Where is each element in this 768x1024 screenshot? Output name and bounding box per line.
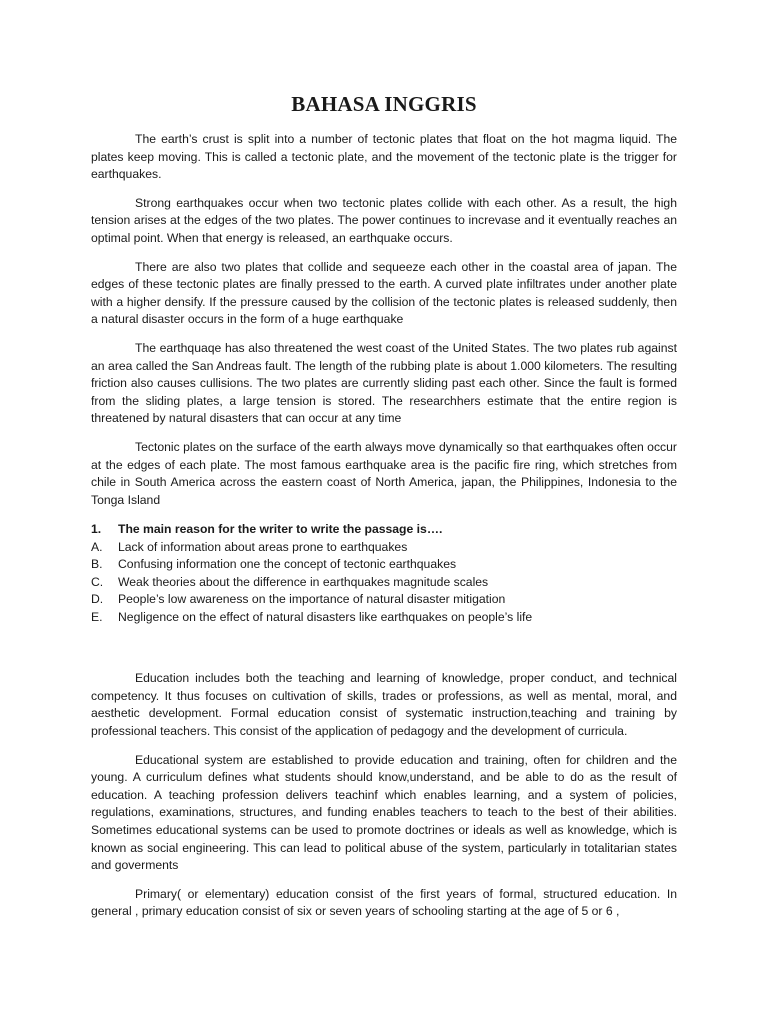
passage1-paragraph-1: The earth’s crust is split into a number of tectonic plates that float on the hot magma liquid. The plates keep moving. This is called a tectonic plate, and the movement of the tectonic plate is the trigger for earthquakes. bbox=[91, 132, 677, 182]
passage1-paragraph-2: Strong earthquakes occur when two tectonic plates collide with each other. As a result, the high tension arises at the edges of the two plates. The power continues to increvase and it eventually reaches an optimal point. When that energy is released, an earthquake occurs. bbox=[91, 195, 677, 245]
option-d bbox=[91, 591, 677, 609]
passage1-paragraph-5: Tectonic plates on the surface of the earth always move dynamically so that earthquakes often occur at the edges of each plate. The most famous earthquake area is the pacific fire ring, which stretches from chile in South America across the eastern coast of North America, japan, the Philippines, Indonesia to the Tonga Island bbox=[91, 439, 677, 507]
option-letter: B. bbox=[91, 557, 103, 572]
passage2-paragraph-3: Primary( or elementary) education consist of the first years of formal, structured education. In general , primary education consist of six or seven years of schooling starting at the age of 5 or 6 , bbox=[91, 886, 677, 919]
section-gap bbox=[91, 626, 677, 670]
option-letter: D. bbox=[91, 592, 104, 607]
page-title: BAHASA INGGRIS bbox=[291, 92, 477, 116]
option-letter: A. bbox=[91, 539, 103, 554]
passage1-paragraph-4: The earthquaqe has also threatened the west coast of the United States. The two plates rub against an area called the San Andreas fault. The length of the rubbing plate is about 1.000 kilometers. The resulting friction also causes cullisions. The two plates are currently sliding past each other. Since the fault is formed from the sliding plates, a large tension is stored. The researchhers estimate that the entire region is threatened by natural disasters that can occur at any time bbox=[91, 340, 677, 426]
question-1 bbox=[91, 521, 677, 626]
option-e bbox=[91, 609, 677, 627]
option-a bbox=[91, 539, 677, 557]
option-b bbox=[91, 556, 677, 574]
option-c bbox=[91, 574, 677, 592]
question-1-stem bbox=[91, 521, 677, 539]
document-page bbox=[91, 92, 677, 932]
option-text: Confusing information one the concept of tectonic earthquakes bbox=[118, 557, 457, 572]
passage2-paragraph-1: Education includes both the teaching and learning of knowledge, proper conduct, and technical competency. It thus focuses on cultivation of skills, trades or professions, as well as mental, moral, and aesthetic development. Formal education consist of systematic instruction,teaching and training by professional teachers. This consist of the application of pedagogy and the development of curricula. bbox=[91, 671, 677, 739]
question-number: 1. bbox=[91, 522, 102, 537]
option-letter: E. bbox=[91, 609, 103, 624]
option-text: Weak theories about the difference in earthquakes magnitude scales bbox=[118, 574, 489, 589]
option-text: Negligence on the effect of natural disasters like earthquakes on people’s life bbox=[118, 609, 533, 624]
passage1-paragraph-3: There are also two plates that collide and sequeeze each other in the coastal area of japan. The edges of these tectonic plates are finally pressed to the earth. A curved plate infiltrates under another plate with a higher densify. If the pressure caused by the collision of the tectonic plates is released suddenly, then a natural disaster occurs in the form of a huge earthquake bbox=[91, 259, 677, 327]
passage2-paragraph-2: Educational system are established to provide education and training, often for children and the young. A curriculum defines what students should know,understand, and be able to do as the result of education. A teaching profession delivers teachinf which enables learning, and a system of policies, regulations, examinations, structures, and funding enables teachers to teach to the best of their abilities. Sometimes educational systems can be used to promote doctrines or ideals as well as knowledge, which is known as social engineering. This can lead to political abuse of the system, particularly in totalitarian states and goverments bbox=[91, 752, 677, 873]
option-text: People’s low awareness on the importance of natural disaster mitigation bbox=[118, 592, 506, 607]
question-stem-text: The main reason for the writer to write the passage is…. bbox=[118, 522, 443, 537]
option-letter: C. bbox=[91, 574, 104, 589]
option-text: Lack of information about areas prone to earthquakes bbox=[118, 539, 408, 554]
